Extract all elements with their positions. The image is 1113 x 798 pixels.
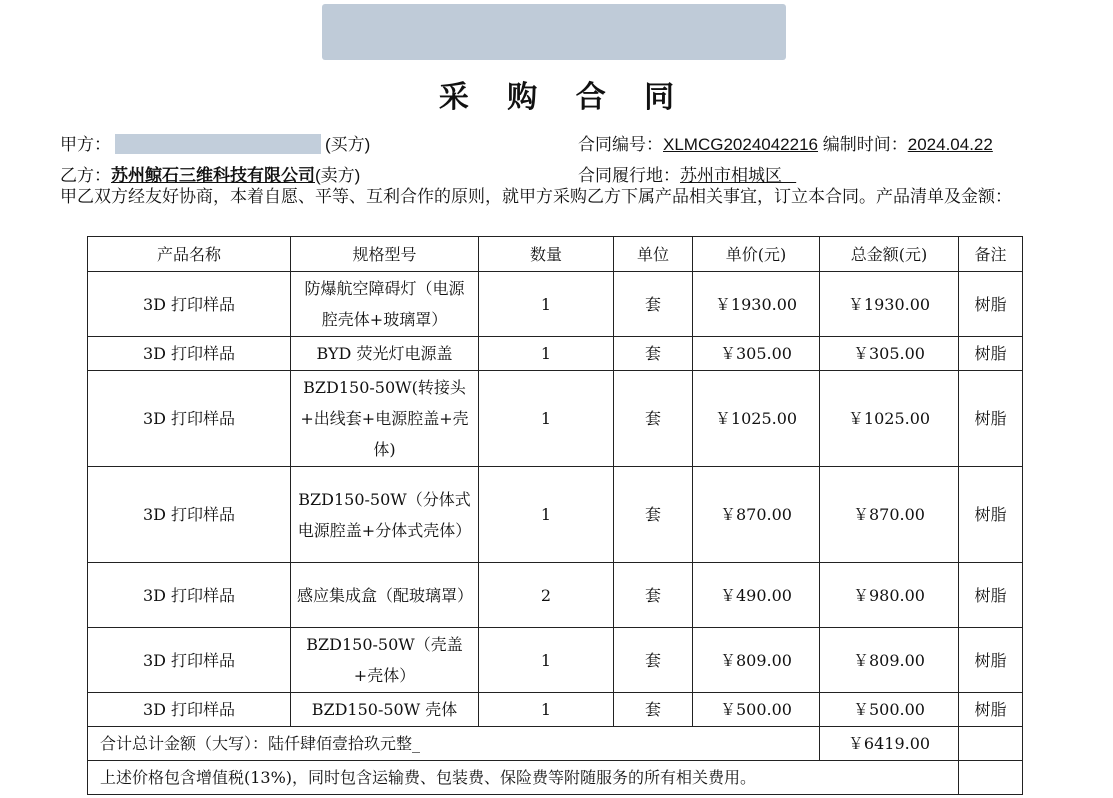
cell-spec: 感应集成盒（配玻璃罩） [291,563,479,628]
cell-quantity: 1 [479,272,614,337]
redacted-logo-block [322,4,786,60]
cell-quantity: 1 [479,467,614,563]
total-row-note [959,727,1023,761]
cell-total: ￥305.00 [820,337,959,371]
total-amount-value: ￥6419.00 [820,727,959,761]
cell-spec: BZD150-50W(转接头+出线套+电源腔盖+壳体) [291,371,479,467]
tax-row-note [959,761,1023,795]
cell-total: ￥980.00 [820,563,959,628]
compile-date-label: 编制时间： [822,135,908,154]
cell-unit-price: ￥500.00 [693,693,820,727]
table-row [88,693,1023,727]
header-spec: 规格型号 [291,237,479,272]
cell-quantity: 1 [479,337,614,371]
table-row [88,628,1023,693]
cell-unit-price: ￥1930.00 [693,272,820,337]
cell-unit: 套 [614,272,693,337]
table-row [88,563,1023,628]
party-b-line [60,161,360,186]
party-b-label: 乙方： [60,166,111,185]
performance-place-line [578,161,796,186]
cell-spec: BZD150-50W 壳体 [291,693,479,727]
cell-total: ￥1930.00 [820,272,959,337]
cell-spec: BYD 荧光灯电源盖 [291,337,479,371]
header-total: 总金额(元) [820,237,959,272]
cell-quantity: 1 [479,693,614,727]
cell-total: ￥500.00 [820,693,959,727]
contract-number-value: XLMCG2024042216 [663,135,819,154]
compile-date-value: 2024.04.22 [907,135,993,154]
cell-note: 树脂 [959,693,1023,727]
cell-product-name: 3D 打印样品 [88,628,291,693]
header-unit-price: 单价(元) [693,237,820,272]
cell-note: 树脂 [959,337,1023,371]
header-unit: 单位 [614,237,693,272]
header-quantity: 数量 [479,237,614,272]
cell-unit: 套 [614,628,693,693]
table-row [88,337,1023,371]
redacted-party-a-name [115,134,321,154]
performance-place-value: 苏州市相城区 [680,166,782,185]
cell-quantity: 1 [479,628,614,693]
cell-unit-price: ￥305.00 [693,337,820,371]
table-header-row [88,237,1023,272]
header-note: 备注 [959,237,1023,272]
cell-note: 树脂 [959,371,1023,467]
contract-intro: 甲乙双方经友好协商，本着自愿、平等、互利合作的原则，就甲方采购乙方下属产品相关事宜，订立本合同。产品清单及金额： [60,187,1012,206]
cell-note: 树脂 [959,272,1023,337]
cell-product-name: 3D 打印样品 [88,371,291,467]
table-total-row [88,727,1023,761]
contract-title: 采 购 合 同 [438,80,689,115]
cell-product-name: 3D 打印样品 [88,693,291,727]
cell-quantity: 1 [479,371,614,467]
table-row [88,467,1023,563]
cell-unit-price: ￥870.00 [693,467,820,563]
cell-product-name: 3D 打印样品 [88,467,291,563]
header-product-name: 产品名称 [88,237,291,272]
cell-unit: 套 [614,337,693,371]
contract-number-line [578,130,993,155]
cell-unit: 套 [614,563,693,628]
performance-place-label: 合同履行地： [578,166,680,185]
party-b-role: (卖方) [315,166,361,185]
party-b-name: 苏州鲸石三维科技有限公司 [111,166,315,185]
cell-unit: 套 [614,693,693,727]
cell-total: ￥870.00 [820,467,959,563]
cell-note: 树脂 [959,563,1023,628]
cell-spec: 防爆航空障碍灯（电源腔壳体+玻璃罩） [291,272,479,337]
cell-spec: BZD150-50W（壳盖+壳体） [291,628,479,693]
cell-unit-price: ￥490.00 [693,563,820,628]
total-amount-words: 合计总计金额（大写）：陆仟肆佰壹拾玖元整_ [88,727,820,761]
cell-unit-price: ￥1025.00 [693,371,820,467]
cell-unit: 套 [614,467,693,563]
cell-note: 树脂 [959,628,1023,693]
table-tax-row [88,761,1023,795]
table-row [88,371,1023,467]
cell-product-name: 3D 打印样品 [88,272,291,337]
cell-quantity: 2 [479,563,614,628]
cell-note: 树脂 [959,467,1023,563]
cell-total: ￥809.00 [820,628,959,693]
cell-unit: 套 [614,371,693,467]
party-a-label: 甲方： [60,135,111,154]
party-a-line [60,130,370,155]
cell-unit-price: ￥809.00 [693,628,820,693]
cell-product-name: 3D 打印样品 [88,337,291,371]
cell-spec: BZD150-50W（分体式电源腔盖+分体式壳体） [291,467,479,563]
table-row [88,272,1023,337]
cell-total: ￥1025.00 [820,371,959,467]
party-a-role: (买方) [325,135,371,154]
cell-product-name: 3D 打印样品 [88,563,291,628]
tax-note: 上述价格包含增值税(13%)，同时包含运输费、包装费、保险费等附随服务的所有相关费用。 [88,761,959,795]
product-table [87,236,1023,795]
contract-number-label: 合同编号： [578,135,663,154]
